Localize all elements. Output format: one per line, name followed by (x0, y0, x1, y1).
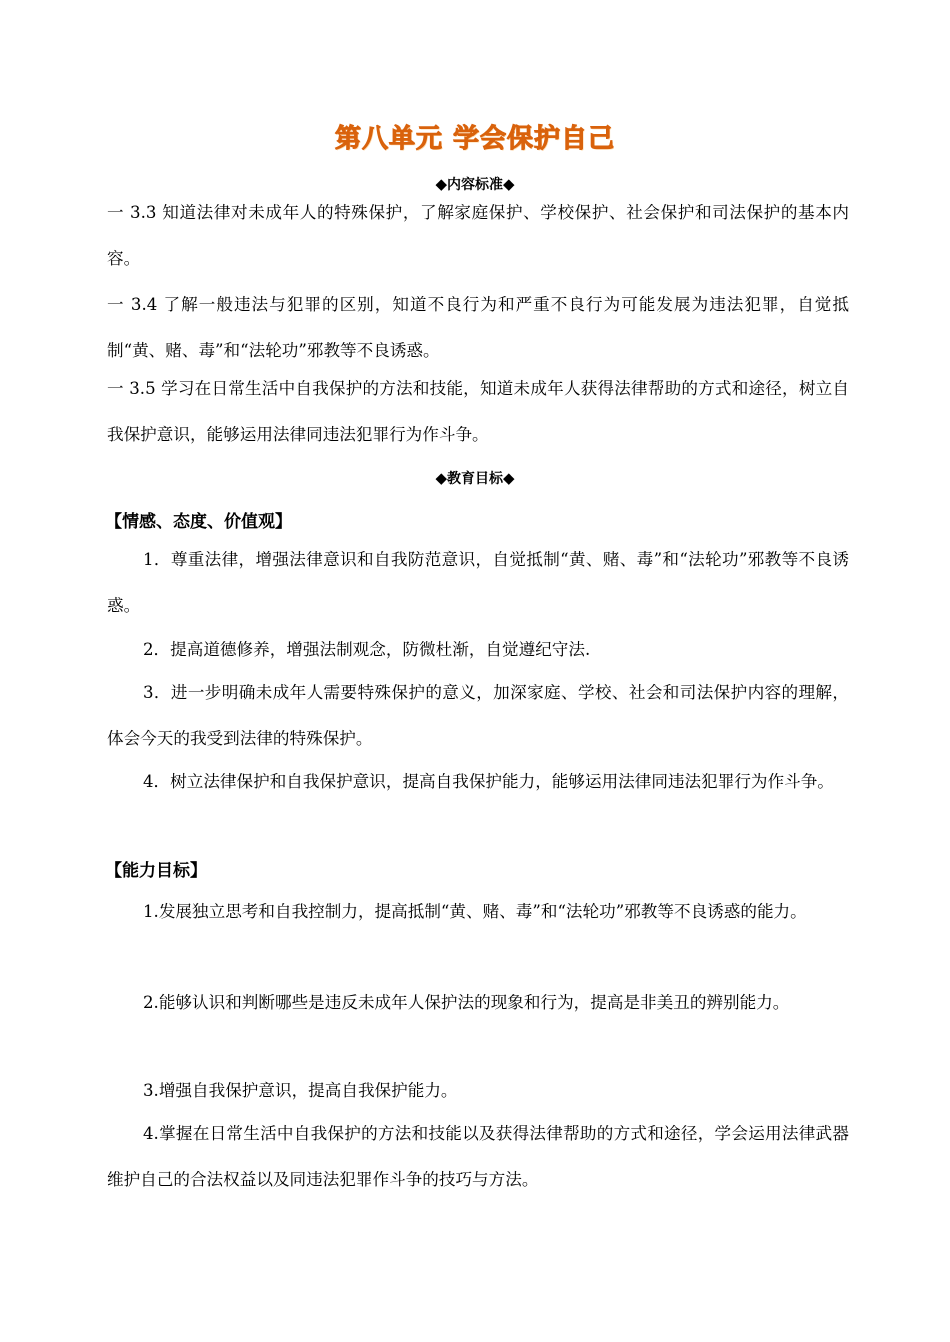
emotion-goal-item-2: 2．提高道德修养，增强法制观念，防微杜渐，自觉遵纪守法. (143, 640, 591, 659)
unit-title: 第八单元 学会保护自己 (334, 124, 616, 154)
ability-goal-item-3: 3.增强自我保护意识，提高自我保护能力。 (143, 1081, 458, 1100)
ability-goals-heading: 【能力目标】 (105, 861, 207, 881)
diamond-left-icon: ◆ (435, 469, 447, 487)
education-goals-heading (0, 468, 950, 489)
diamond-left-icon: ◆ (435, 175, 447, 193)
content-standard-item-1: 一 3.3 知道法律对未成年人的特殊保护，了解家庭保护、学校保护、社会保护和司法保护的基本内容。 (107, 203, 849, 268)
emotion-goal-item-3: 3．进一步明确未成年人需要特殊保护的意义，加深家庭、学校、社会和司法保护内容的理解，体会今天的我受到法律的特殊保护。 (107, 683, 849, 748)
content-standard-item-3: 一 3.5 学习在日常生活中自我保护的方法和技能，知道未成年人获得法律帮助的方式和途径，树立自我保护意识，能够运用法律同违法犯罪行为作斗争。 (107, 379, 849, 444)
ability-goal-item-2: 2.能够认识和判断哪些是违反未成年人保护法的现象和行为，提高是非美丑的辨别能力。 (143, 993, 790, 1012)
emotion-goal-item-4: 4．树立法律保护和自我保护意识，提高自我保护能力，能够运用法律同违法犯罪行为作斗争。 (143, 772, 834, 791)
diamond-right-icon: ◆ (503, 175, 515, 193)
emotion-goal-item-1: 1．尊重法律，增强法律意识和自我防范意识，自觉抵制“黄、赌、毒”和“法轮功”邪教等不良诱惑。 (107, 550, 849, 615)
content-standard-heading-text: 内容标准 (447, 177, 503, 193)
diamond-right-icon: ◆ (503, 469, 515, 487)
ability-goal-item-4: 4.掌握在日常生活中自我保护的方法和技能以及获得法律帮助的方式和途径，学会运用法律武器维护自己的合法权益以及同违法犯罪作斗争的技巧与方法。 (107, 1124, 849, 1189)
ability-goal-item-1: 1.发展独立思考和自我控制力，提高抵制“黄、赌、毒”和“法轮功”邪教等不良诱惑的能力。 (143, 902, 807, 921)
education-goals-heading-text: 教育目标 (447, 471, 503, 487)
content-standard-item-2: 一 3.4 了解一般违法与犯罪的区别，知道不良行为和严重不良行为可能发展为违法犯罪，自觉抵制“黄、赌、毒”和“法轮功”邪教等不良诱惑。 (107, 295, 849, 360)
emotion-goals-heading: 【情感、态度、价值观】 (105, 512, 292, 532)
